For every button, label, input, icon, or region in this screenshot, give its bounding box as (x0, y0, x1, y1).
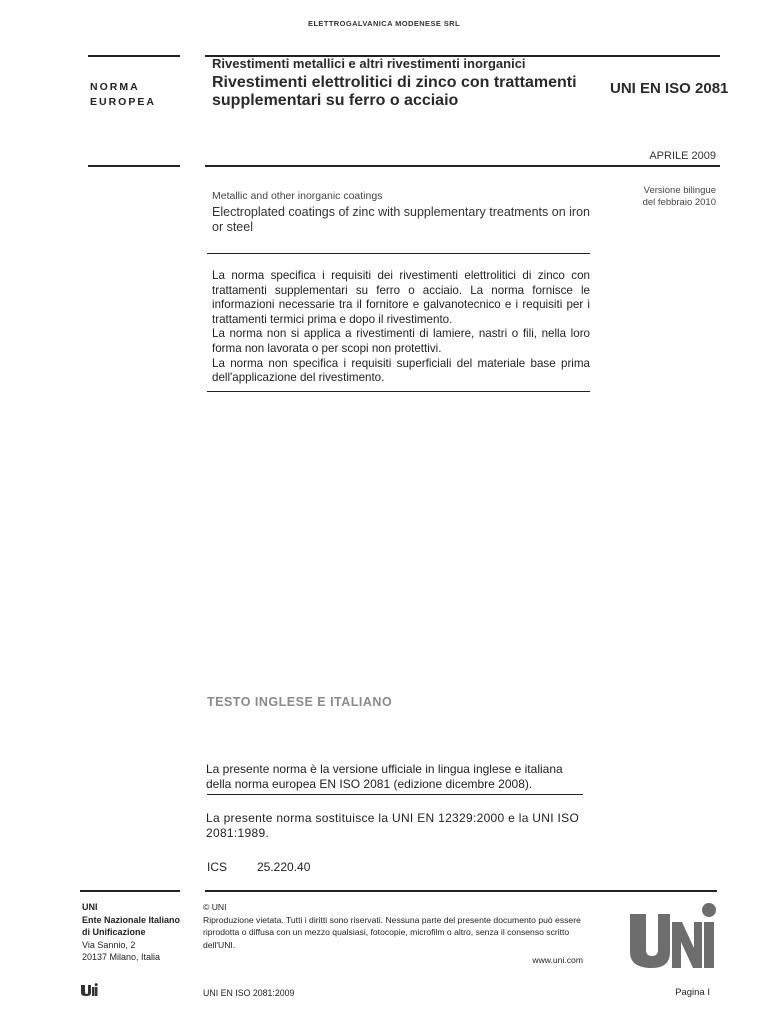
header-divider-right (205, 165, 720, 167)
norma-europea-label (90, 80, 156, 110)
text-language-label: TESTO INGLESE E ITALIANO (207, 695, 393, 709)
bilingual-version-note (600, 185, 716, 209)
page-number: Pagina I (675, 987, 710, 998)
italian-category-title: Rivestimenti metallici e altri rivestimenti inorganici (212, 56, 526, 71)
copyright-symbol: © UNI (203, 902, 227, 912)
abstract-paragraph: La norma non specifica i requisiti superficiali del materiale base prima dell'applicazione del rivestimento. (212, 356, 590, 385)
abstract-rule (207, 391, 590, 392)
footer-standard-code: UNI EN ISO 2081:2009 (203, 988, 295, 998)
ics-label: ICS (207, 860, 228, 874)
company-header: ELETTROGALVANICA MODENESE SRL (308, 19, 460, 28)
bilingual-line-2: del febbraio 2010 (642, 197, 716, 208)
copyright-block (203, 901, 583, 967)
org-name-line-1: Ente Nazionale Italiano (82, 914, 181, 925)
publication-date: APRILE 2009 (649, 150, 716, 162)
europea-label: EUROPEA (90, 96, 156, 108)
ics-value: 25.220.40 (257, 860, 311, 874)
norma-label: NORMA (90, 81, 140, 93)
org-city: 20137 Milano, Italia (82, 952, 161, 962)
abstract-paragraph: La norma specifica i requisiti dei rivestimenti elettrolitici di zinco con trattamenti supplementari su ferro o acciaio. La norma fornisce le informazioni necessarie tra il fornitore e galvanotecnico e i requisiti per i trattamenti termici prima e dopo il rivestimento. (212, 269, 590, 326)
uni-logo (628, 900, 716, 972)
header-divider-left (88, 165, 180, 167)
replaces-note: La presente norma sostituisce la UNI EN 12329:2000 e la UNI ISO 2081:1989. (206, 811, 580, 840)
abstract (212, 269, 590, 386)
footer-rule-left (80, 890, 180, 892)
abstract-paragraph: La norma non si applica a rivestimenti di lamiere, nastri o fili, nella loro forma non lavorata o per scopi non protettivi. (212, 327, 590, 355)
copyright-text: Riproduzione vietata. Tutti i diritti sono riservati. Nessuna parte del presente documento può essere riprodotta o diffusa con un mezzo qualsiasi, fotocopie, microfilm o altro, senza il consenso scritto dell'UNI. (203, 914, 581, 950)
english-main-title: Electroplated coatings of zinc with supplementary treatments on iron or steel (212, 205, 590, 234)
english-title-rule (207, 253, 590, 254)
bilingual-line-1: Versione bilingue (643, 185, 716, 196)
org-short-name: UNI (82, 902, 98, 912)
footer-rule-right (205, 890, 717, 892)
official-note-rule (207, 794, 583, 795)
uni-small-logo (80, 983, 98, 997)
website-link[interactable]: www.uni.com (532, 955, 583, 965)
english-category-title: Metallic and other inorganic coatings (212, 190, 383, 202)
italian-main-title: Rivestimenti elettrolitici di zinco con trattamenti supplementari su ferro o acciaio (212, 74, 577, 109)
official-version-note: La presente norma è la versione ufficiale in lingua inglese e italiana della norma europea EN ISO 2081 (edizione dicembre 2008). (206, 762, 563, 791)
standard-code: UNI EN ISO 2081 (610, 80, 729, 97)
org-name-line-2: di Unificazione (82, 927, 146, 937)
org-address: Via Sannio, 2 (82, 939, 136, 950)
top-rule-left (88, 55, 180, 57)
organization-block (82, 901, 180, 964)
